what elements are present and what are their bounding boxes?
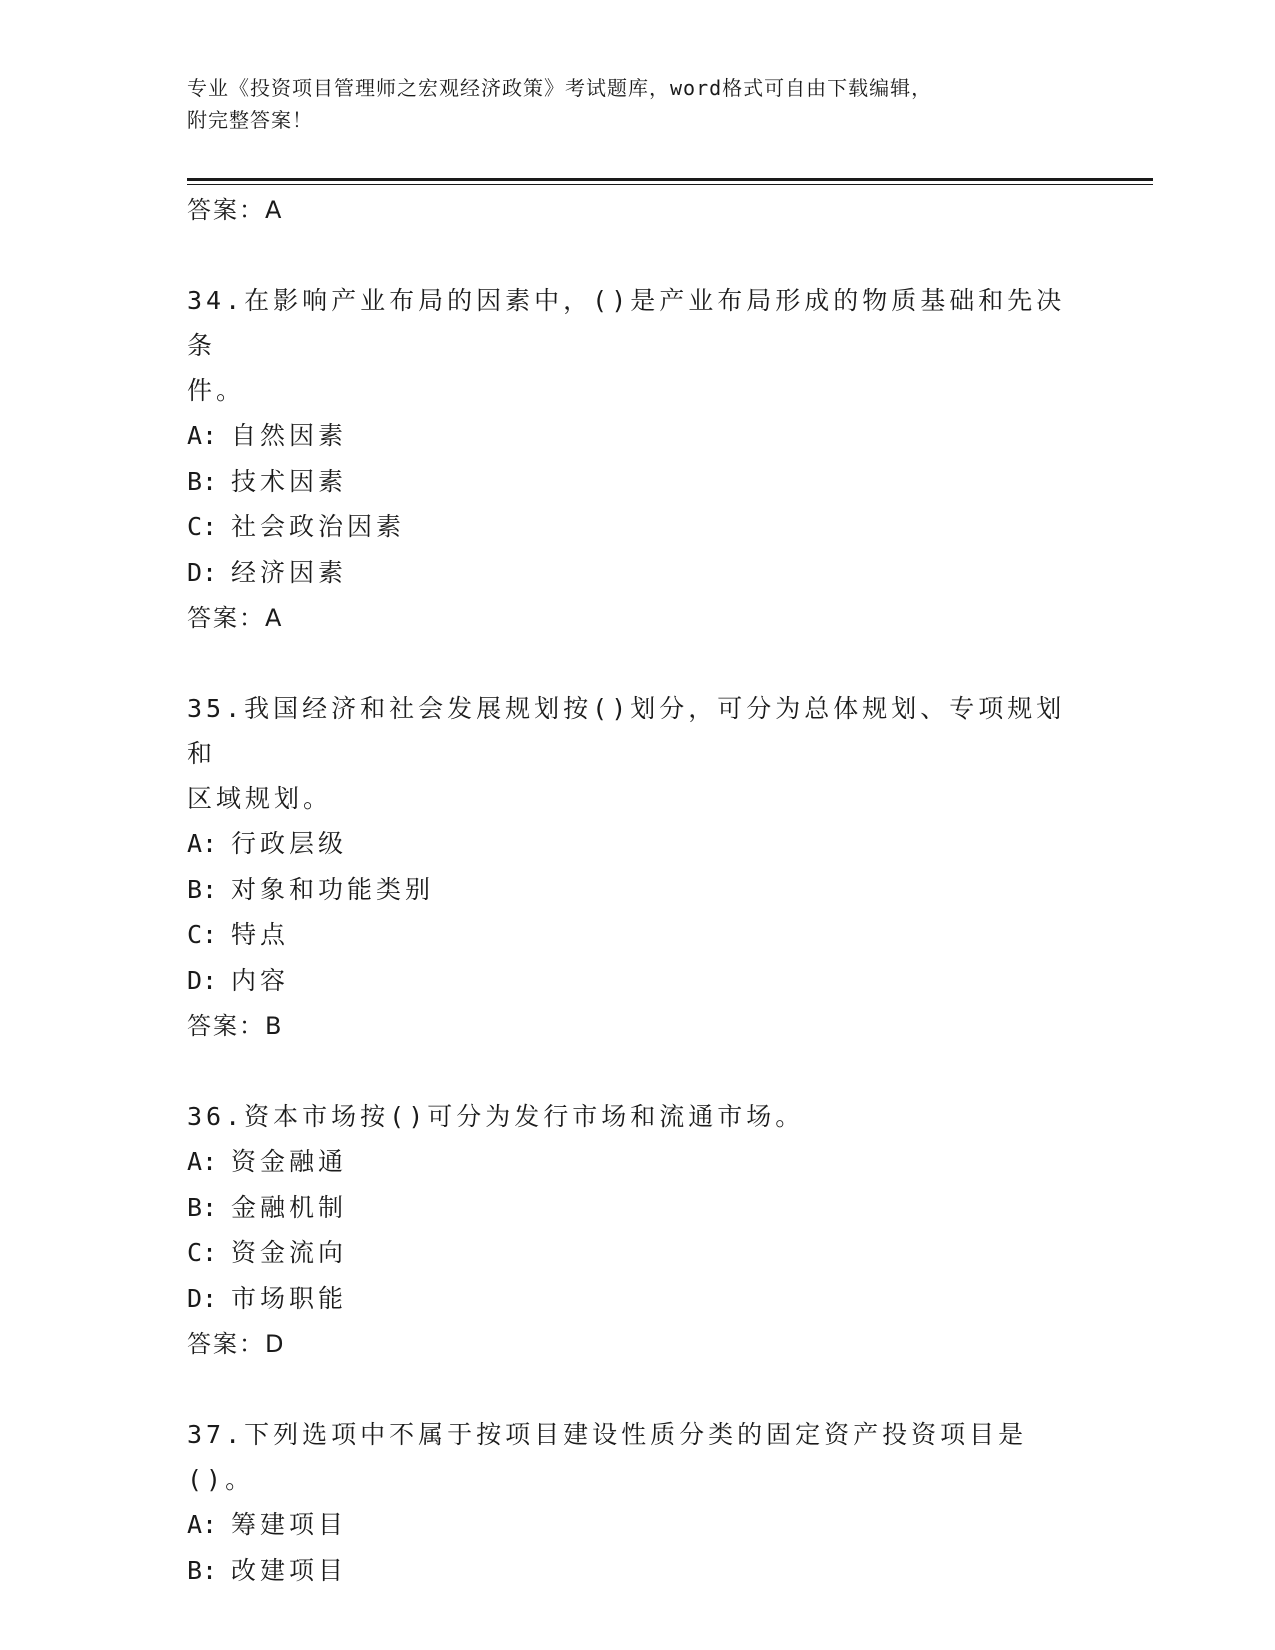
option-a <box>187 1502 1087 1548</box>
header-divider <box>187 178 1153 185</box>
header-line-2: 附完整答案！ <box>187 108 313 132</box>
option-text: 市场职能 <box>231 1283 348 1313</box>
option-letter: C: <box>187 1238 218 1267</box>
option-text: 社会政治因素 <box>231 512 406 541</box>
option-letter: D: <box>187 557 218 587</box>
question-stem <box>187 686 1087 821</box>
option-letter: C: <box>187 920 218 949</box>
option-letter: A: <box>187 829 218 858</box>
question-37 <box>187 1412 1087 1593</box>
document-body <box>187 187 1087 1593</box>
answer-line: 答案：A <box>187 196 284 224</box>
question-stem <box>187 1412 1087 1502</box>
question-stem-line: 区域规划。 <box>187 784 333 813</box>
header-line-1: 专业《投资项目管理师之宏观经济政策》考试题库，word格式可自由下载编辑， <box>187 76 933 100</box>
question-stem-line: 35.我国经济和社会发展规划按()划分，可分为总体规划、专项规划和 <box>187 694 1066 768</box>
option-text: 对象和功能类别 <box>231 874 435 904</box>
option-letter: B: <box>187 1192 218 1222</box>
answer-line: 答案：A <box>187 604 284 632</box>
question-36 <box>187 1094 1087 1367</box>
option-d <box>187 958 1087 1004</box>
question-stem-line: 34.在影响产业布局的因素中，()是产业布局形成的物质基础和先决条 <box>187 286 1066 360</box>
option-letter: D: <box>187 965 218 995</box>
option-text: 行政层级 <box>231 829 348 858</box>
option-b <box>187 1185 1087 1231</box>
option-a <box>187 1139 1087 1185</box>
option-b <box>187 459 1087 505</box>
question-34 <box>187 278 1087 641</box>
option-text: 筹建项目 <box>231 1510 348 1539</box>
option-text: 改建项目 <box>231 1555 348 1585</box>
option-b <box>187 867 1087 913</box>
option-letter: A: <box>187 1510 218 1539</box>
option-letter: B: <box>187 466 218 496</box>
option-letter: D: <box>187 1283 218 1313</box>
option-text: 经济因素 <box>231 557 348 587</box>
option-letter: A: <box>187 421 218 450</box>
option-letter: B: <box>187 874 218 904</box>
page-header <box>187 72 1087 136</box>
option-c <box>187 1230 1087 1276</box>
option-a <box>187 821 1087 867</box>
option-a <box>187 413 1087 459</box>
option-c <box>187 504 1087 550</box>
question-stem-line: 36.资本市场按()可分为发行市场和流通市场。 <box>187 1102 805 1131</box>
question-stem-line: 37.下列选项中不属于按项目建设性质分类的固定资产投资项目是()。 <box>187 1420 1028 1494</box>
answer-line: 答案：D <box>187 1330 286 1358</box>
option-letter: C: <box>187 512 218 541</box>
question-stem <box>187 1094 1087 1139</box>
option-d <box>187 1276 1087 1322</box>
option-letter: B: <box>187 1555 218 1585</box>
option-text: 特点 <box>231 920 290 949</box>
option-text: 金融机制 <box>231 1192 348 1222</box>
option-c <box>187 912 1087 958</box>
question-35 <box>187 686 1087 1049</box>
option-text: 技术因素 <box>231 466 348 496</box>
option-letter: A: <box>187 1147 218 1176</box>
option-d <box>187 550 1087 596</box>
option-text: 内容 <box>231 965 290 995</box>
answer-line: 答案：B <box>187 1012 284 1040</box>
option-text: 资金流向 <box>231 1238 348 1267</box>
option-text: 自然因素 <box>231 421 348 450</box>
option-b <box>187 1548 1087 1594</box>
option-text: 资金融通 <box>231 1147 348 1176</box>
question-stem <box>187 278 1087 413</box>
question-stem-line: 件。 <box>187 376 246 405</box>
